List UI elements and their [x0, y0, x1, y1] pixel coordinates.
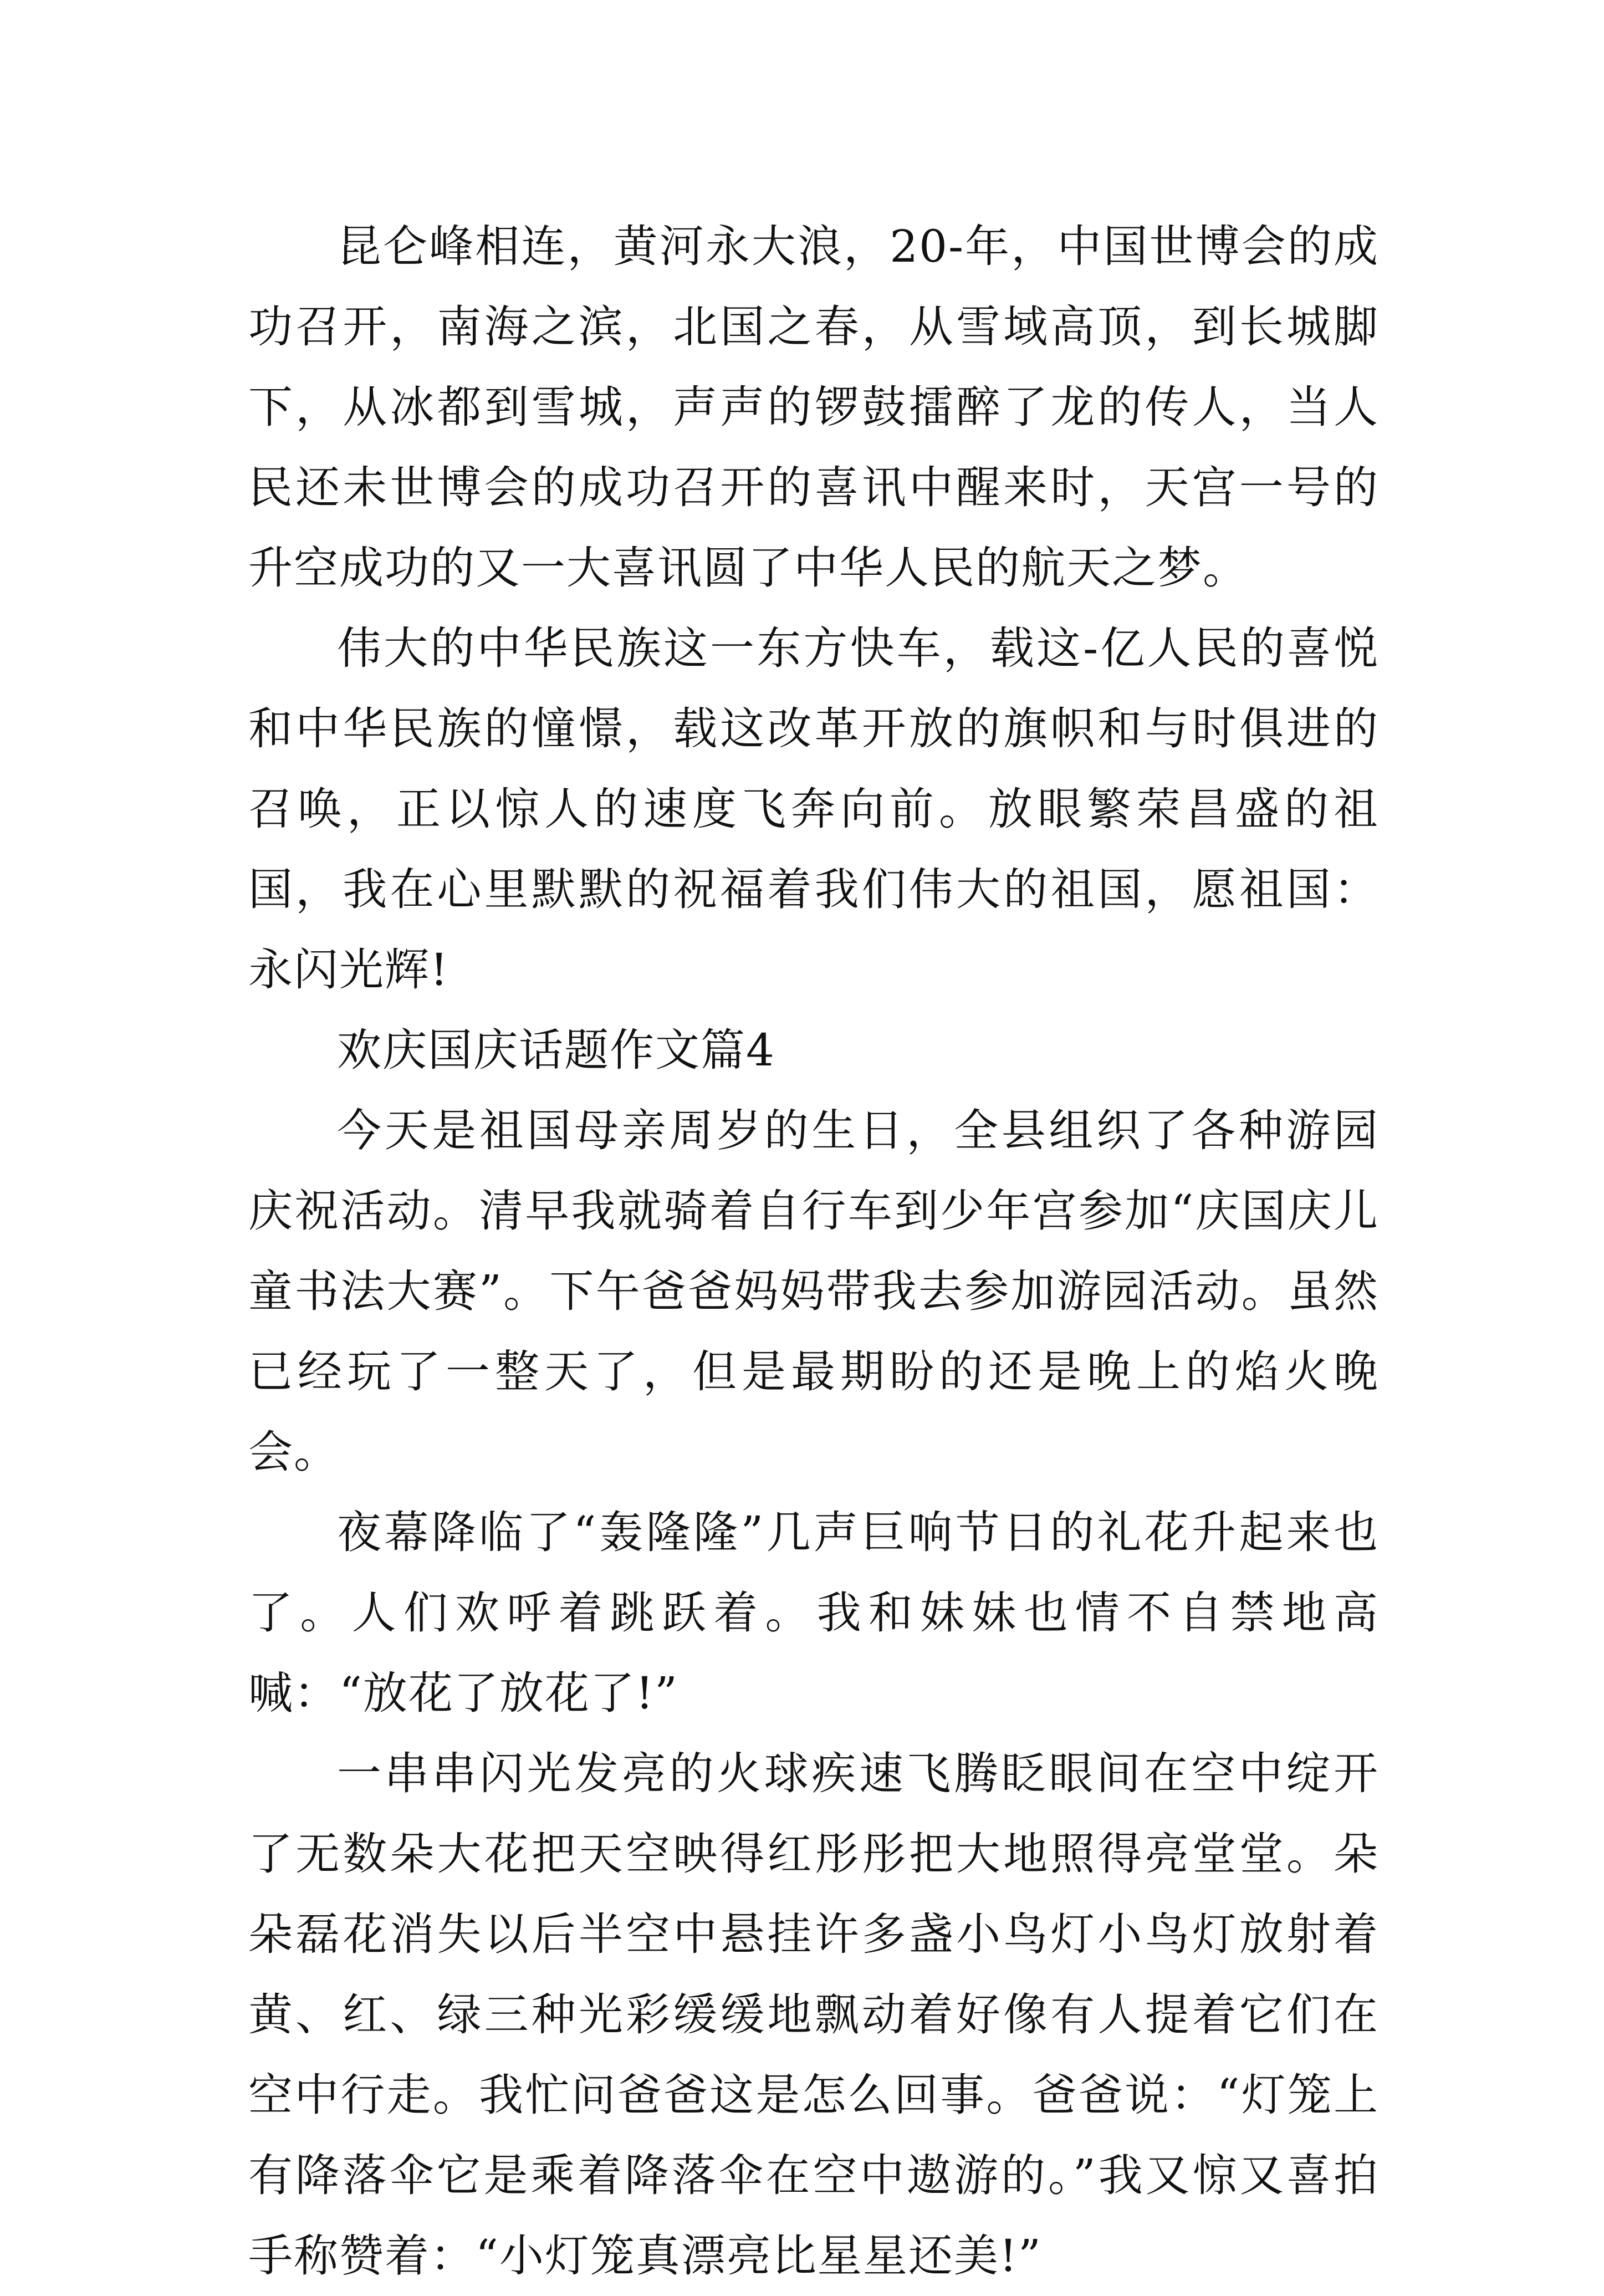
paragraph: 今天是祖国母亲周岁的生日，全县组织了各种游园庆祝活动。清早我就骑着自行车到少年宫参加“庆国庆儿童书法大赛”。下午爸爸妈妈带我去参加游园活动。虽然已经玩了一整天了，但是最期盼的还是晚上的焰火晚会。: [248, 1105, 1379, 1478]
paragraph: 夜幕降临了“轰隆隆”几声巨响节日的礼花升起来也了。人们欢呼着跳跃着。我和妹妹也情不自禁地高喊：“放花了放花了!”: [248, 1507, 1379, 1719]
paragraph: 一串串闪光发亮的火球疾速飞腾眨眼间在空中绽开了无数朵大花把天空映得红彤彤把大地照得亮堂堂。朵朵磊花消失以后半空中悬挂许多盏小鸟灯小鸟灯放射着黄、红、绿三种光彩缓缓地飘动着好像有人提着它们在空中行走。我忙问爸爸这是怎么回事。爸爸说：“灯笼上有降落伞它是乘着降落伞在空中遨游的。”我又惊又喜拍手称赞着：“小灯笼真漂亮比星星还美!”: [248, 1748, 1379, 2282]
document-body: [248, 206, 1379, 2296]
section-heading: 欢庆国庆话题作文篇4: [337, 1024, 775, 1076]
paragraph: 伟大的中华民族这一东方快车，载这-亿人民的喜悦和中华民族的憧憬，载这改革开放的旗帜和与时俱进的召唤，正以惊人的速度飞奔向前。放眼繁荣昌盛的祖国，我在心里默默的祝福着我们伟大的祖国，愿祖国：永闪光辉!: [248, 623, 1379, 996]
paragraph: 昆仑峰相连，黄河永大浪，20-年，中国世博会的成功召开，南海之滨，北国之春，从雪域高顶，到长城脚下，从冰都到雪城，声声的锣鼓擂醉了龙的传人，当人民还未世博会的成功召开的喜讯中醒来时，天宫一号的升空成功的又一大喜讯圆了中华人民的航天之梦。: [248, 221, 1379, 594]
